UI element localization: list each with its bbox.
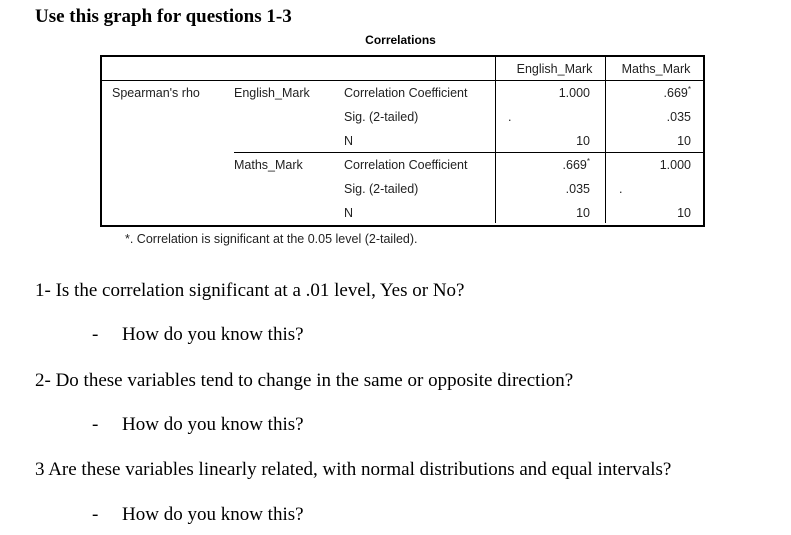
table-row: [102, 81, 703, 105]
value-maths: .035: [666, 110, 691, 124]
variable-label: Maths_Mark: [234, 158, 303, 172]
question-3-followup: - How do you know this?: [92, 504, 304, 525]
value-maths: .669*: [663, 84, 691, 100]
header-row: [102, 57, 703, 81]
value-maths: 1.000: [659, 158, 691, 172]
table-row: [102, 105, 703, 129]
stat-label: N: [344, 206, 354, 220]
table-row: [102, 201, 703, 225]
value-english: .669*: [562, 156, 590, 172]
table-title: Correlations: [365, 33, 436, 47]
stat-label: Sig. (2-tailed): [344, 182, 419, 196]
table-row: [102, 177, 703, 201]
stat-label: N: [344, 134, 354, 148]
method-label: Spearman's rho: [112, 86, 200, 100]
value-maths: .: [619, 182, 623, 196]
stat-label: Sig. (2-tailed): [344, 110, 419, 124]
value-english: 10: [576, 134, 590, 148]
value-english: 10: [576, 206, 590, 220]
bullet-dash: -: [92, 414, 99, 435]
table-footnote: *. Correlation is significant at the 0.05 level (2-tailed).: [125, 232, 418, 246]
question-3: 3 Are these variables linearly related, with normal distributions and equal intervals?: [35, 459, 672, 480]
significance-mark: *: [687, 84, 691, 94]
question-1-followup: - How do you know this?: [92, 324, 304, 345]
bullet-dash: -: [92, 504, 99, 525]
table-row: [102, 153, 703, 177]
value-english: 1.000: [558, 86, 590, 100]
value-english: .: [508, 110, 512, 124]
stat-label: Correlation Coefficient: [344, 86, 468, 100]
value-maths: 10: [677, 134, 691, 148]
value-english: .035: [565, 182, 590, 196]
col-header-english: English_Mark: [516, 62, 593, 76]
bullet-dash: -: [92, 324, 99, 345]
table-row: [102, 129, 703, 153]
page-heading: Use this graph for questions 1-3: [35, 6, 292, 27]
significance-mark: *: [586, 156, 590, 166]
value-maths: 10: [677, 206, 691, 220]
correlations-table: [100, 55, 705, 227]
question-1: 1- Is the correlation significant at a .01 level, Yes or No?: [35, 280, 465, 301]
question-2-followup: - How do you know this?: [92, 414, 304, 435]
variable-label: English_Mark: [234, 86, 310, 100]
col-header-maths: Maths_Mark: [621, 62, 691, 76]
question-2: 2- Do these variables tend to change in the same or opposite direction?: [35, 370, 574, 391]
stat-label: Correlation Coefficient: [344, 158, 468, 172]
